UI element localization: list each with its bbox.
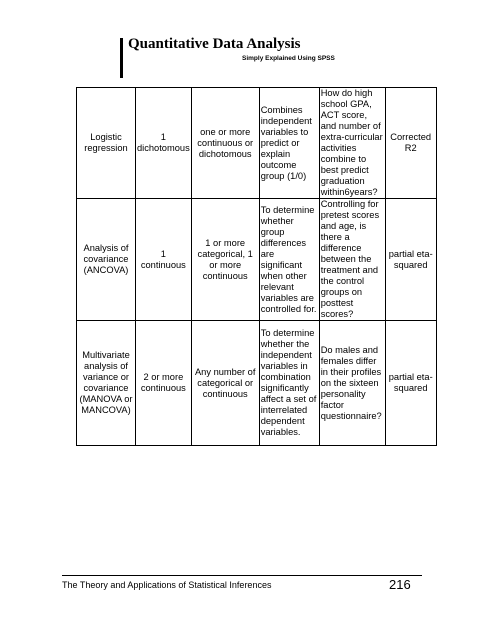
test-name-cell: Analysis of covariance (ANCOVA) <box>77 199 136 321</box>
effect-size-cell <box>385 88 436 199</box>
purpose-cell: To determine whether the independent variables in combination significantly affect a set of interrelated dependent variables. <box>259 321 319 446</box>
header-rule <box>120 38 123 78</box>
table-row <box>77 199 437 321</box>
purpose-cell: Combines independent variables to predict or explain outcome group (1/0) <box>259 88 319 199</box>
footer-rule <box>62 575 422 576</box>
page-subtitle: Simply Explained Using SPSS <box>242 55 335 62</box>
effect-size-r2: Corrected R2 <box>390 132 432 153</box>
iv-count-cell: 1 continuous <box>136 199 192 321</box>
iv-count-cell: 1 dichotomous <box>136 88 192 199</box>
iv-type-cell: one or more continuous or dichotomous <box>191 88 259 199</box>
purpose-cell: To determine whether group differences are significant when other relevant variables are controlled for. <box>259 199 319 321</box>
table-row <box>77 88 437 199</box>
table-row <box>77 321 437 446</box>
test-name-cell: Multivariate analysis of variance or covariance (MANOVA or MANCOVA) <box>77 321 136 446</box>
iv-count-cell: 2 or more continuous <box>136 321 192 446</box>
page-number: 216 <box>389 577 411 592</box>
example-cell: How do high school GPA, ACT score, and number of extra-curricular activities combine to best predict graduation within6years? <box>319 88 385 199</box>
effect-size-cell: partial eta-squared <box>385 321 436 446</box>
test-name-cell: Logistic regression <box>77 88 136 199</box>
statistics-table <box>76 87 437 446</box>
iv-type-cell: Any number of categorical or continuous <box>191 321 259 446</box>
example-cell: Do males and females differ in their profiles on the sixteen personality factor questionnaire? <box>319 321 385 446</box>
effect-size-cell: partial eta-squared <box>385 199 436 321</box>
footer-text: The Theory and Applications of Statistical Inferences <box>62 580 272 590</box>
example-cell: Controlling for pretest scores and age, is there a difference between the treatment and the control groups on posttest scores? <box>319 199 385 321</box>
iv-type-cell: 1 or more categorical, 1 or more continuous <box>191 199 259 321</box>
page-title: Quantitative Data Analysis <box>128 36 301 52</box>
